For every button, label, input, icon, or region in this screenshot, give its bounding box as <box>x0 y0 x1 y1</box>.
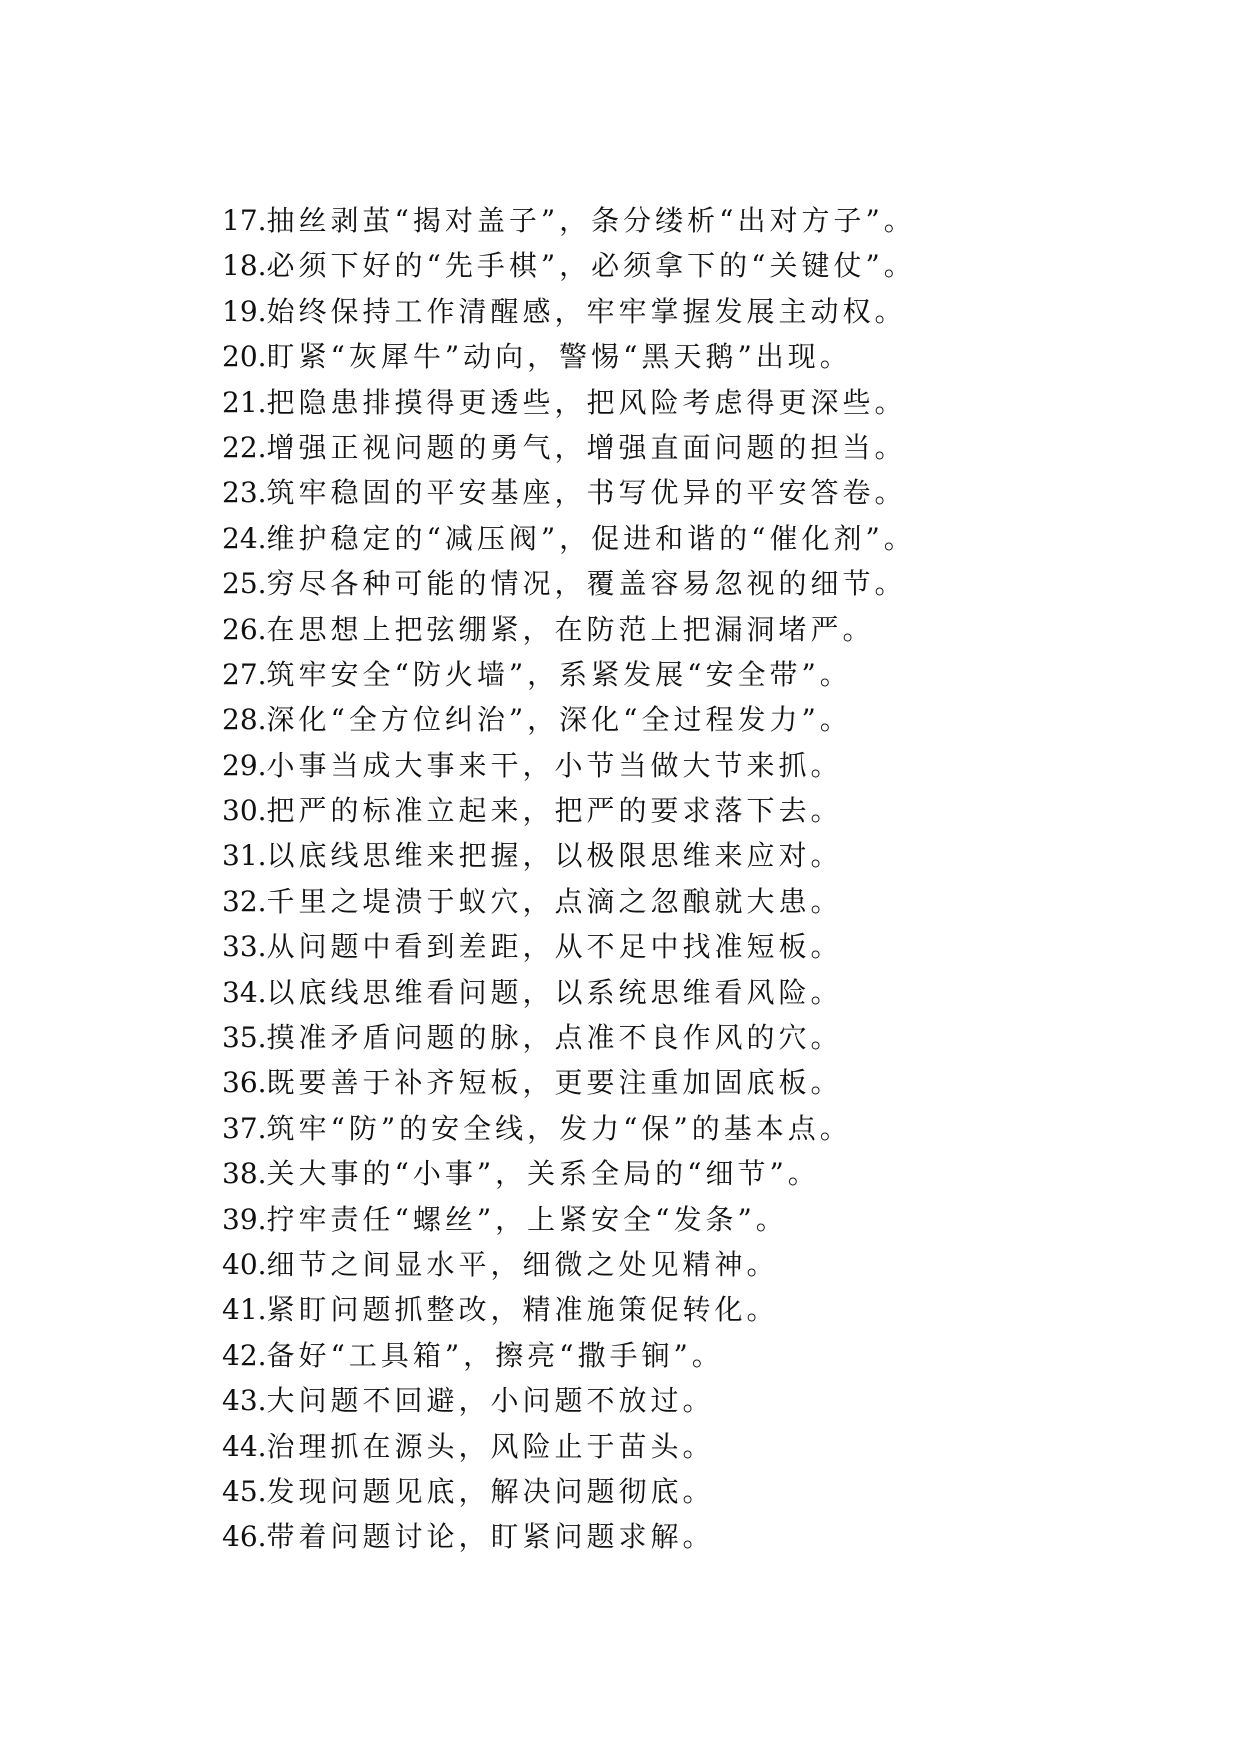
list-item <box>222 879 916 924</box>
list-item <box>222 516 916 561</box>
list-item-text: 始终保持工作清醒感，牢牢掌握发展主动权。 <box>266 294 907 328</box>
list-item-text: 带着问题讨论，盯紧问题求解。 <box>266 1520 715 1554</box>
numbered-list <box>222 198 916 1560</box>
list-item-text: 筑牢稳固的平安基座，书写优异的平安答卷。 <box>266 476 907 510</box>
list-item-number: 38. <box>222 1157 267 1191</box>
list-item-number: 36. <box>222 1066 267 1100</box>
list-item-text: 摸准矛盾问题的脉，点准不良作风的穴。 <box>266 1021 843 1055</box>
list-item-text: 增强正视问题的勇气，增强直面问题的担当。 <box>266 430 907 464</box>
list-item-number: 42. <box>222 1338 267 1372</box>
list-item-text: 千里之堤溃于蚁穴，点滴之忽酿就大患。 <box>266 884 843 918</box>
list-item <box>222 697 916 742</box>
list-item-text: 必须下好的“先手棋”，必须拿下的“关键仗”。 <box>266 249 916 283</box>
list-item-number: 45. <box>222 1474 267 1508</box>
list-item-number: 34. <box>222 975 267 1009</box>
list-item-number: 20. <box>222 340 267 374</box>
list-item-number: 26. <box>222 612 267 646</box>
list-item-text: 以底线思维看问题，以系统思维看风险。 <box>266 975 843 1009</box>
list-item-number: 39. <box>222 1202 267 1236</box>
list-item-text: 维护稳定的“减压阀”，促进和谐的“催化剂”。 <box>266 521 916 555</box>
list-item <box>222 833 916 878</box>
list-item <box>222 1242 916 1287</box>
list-item-number: 40. <box>222 1247 267 1281</box>
list-item <box>222 1106 916 1151</box>
list-item-number: 22. <box>222 430 267 464</box>
list-item-text: 穷尽各种可能的情况，覆盖容易忽视的细节。 <box>266 567 907 601</box>
list-item-text: 从问题中看到差距，从不足中找准短板。 <box>266 930 843 964</box>
list-item-number: 35. <box>222 1021 267 1055</box>
list-item <box>222 1060 916 1105</box>
list-item-text: 备好“工具箱”，擦亮“撒手锏”。 <box>266 1338 724 1372</box>
list-item <box>222 1151 916 1196</box>
list-item-number: 31. <box>222 839 267 873</box>
list-item <box>222 788 916 833</box>
list-item-number: 21. <box>222 385 267 419</box>
list-item-number: 41. <box>222 1293 267 1327</box>
list-item-text: 筑牢“防”的安全线，发力“保”的基本点。 <box>266 1111 852 1145</box>
list-item-number: 24. <box>222 521 267 555</box>
list-item <box>222 1287 916 1332</box>
list-item <box>222 1514 916 1559</box>
list-item <box>222 924 916 969</box>
list-item-text: 在思想上把弦绷紧，在防范上把漏洞堵严。 <box>266 612 875 646</box>
list-item-text: 深化“全方位纠治”，深化“全过程发力”。 <box>266 703 852 737</box>
list-item <box>222 380 916 425</box>
list-item <box>222 652 916 697</box>
list-item-number: 37. <box>222 1111 267 1145</box>
list-item <box>222 289 916 334</box>
list-item-text: 抽丝剥茧“揭对盖子”，条分缕析“出对方子”。 <box>266 204 916 237</box>
list-item-number: 19. <box>222 294 267 328</box>
list-item-text: 小事当成大事来干，小节当做大节来抓。 <box>266 748 843 782</box>
list-item <box>222 1197 916 1242</box>
list-item <box>222 334 916 379</box>
list-item <box>222 743 916 788</box>
list-item-number: 32. <box>222 884 267 918</box>
list-item-number: 33. <box>222 930 267 964</box>
list-item <box>222 198 916 243</box>
list-item-text: 细节之间显水平，细微之处见精神。 <box>266 1247 779 1281</box>
list-item-text: 既要善于补齐短板，更要注重加固底板。 <box>266 1066 843 1100</box>
list-item-number: 27. <box>222 657 267 691</box>
list-item-text: 把隐患排摸得更透些，把风险考虑得更深些。 <box>266 385 907 419</box>
list-item <box>222 607 916 652</box>
list-item-text: 发现问题见底，解决问题彻底。 <box>266 1474 715 1508</box>
list-item-number: 25. <box>222 567 267 601</box>
list-item-number: 44. <box>222 1429 267 1463</box>
list-item-number: 46. <box>222 1520 267 1554</box>
list-item-number: 28. <box>222 703 267 737</box>
list-item-number: 43. <box>222 1384 267 1418</box>
list-item-number: 29. <box>222 748 267 782</box>
list-item <box>222 1378 916 1423</box>
list-item-number: 18. <box>222 249 267 283</box>
list-item <box>222 425 916 470</box>
list-item <box>222 470 916 515</box>
list-item-number: 17. <box>222 204 267 237</box>
list-item-text: 以底线思维来把握，以极限思维来应对。 <box>266 839 843 873</box>
list-item-number: 30. <box>222 794 267 828</box>
list-item-text: 拧牢责任“螺丝”，上紧安全“发条”。 <box>266 1202 788 1236</box>
list-item-text: 筑牢安全“防火墙”，系紧发展“安全带”。 <box>266 657 852 691</box>
list-item-text: 把严的标准立起来，把严的要求落下去。 <box>266 794 843 828</box>
list-item-text: 盯紧“灰犀牛”动向，警惕“黑天鹅”出现。 <box>266 340 852 374</box>
list-item <box>222 1469 916 1514</box>
list-item-text: 治理抓在源头，风险止于苗头。 <box>266 1429 715 1463</box>
list-item-text: 紧盯问题抓整改，精准施策促转化。 <box>266 1293 779 1327</box>
list-item-text: 大问题不回避，小问题不放过。 <box>266 1384 715 1418</box>
list-item-number: 23. <box>222 476 267 510</box>
list-item <box>222 561 916 606</box>
list-item <box>222 243 916 288</box>
list-item <box>222 1333 916 1378</box>
list-item <box>222 1015 916 1060</box>
list-item <box>222 1424 916 1469</box>
list-item-text: 关大事的“小事”，关系全局的“细节”。 <box>266 1157 820 1191</box>
list-item <box>222 970 916 1015</box>
